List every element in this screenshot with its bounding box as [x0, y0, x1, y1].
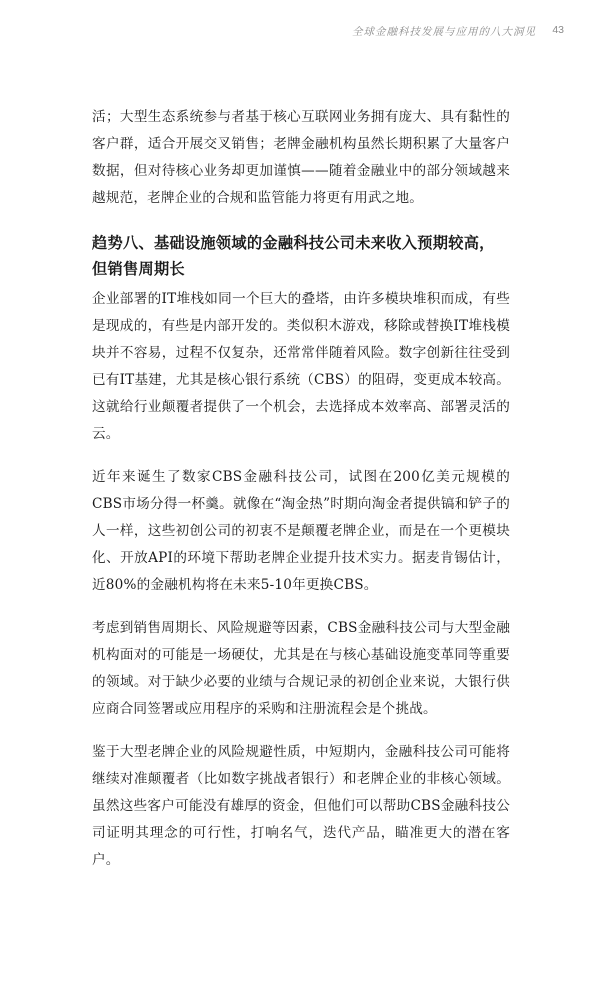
section-heading: 趋势八、基础设施领域的金融科技公司未来收入预期较高，但销售周期长: [92, 234, 495, 278]
page-number: 43: [552, 24, 564, 36]
intro-paragraph: 活；大型生态系统参与者基于核心互联网业务拥有庞大、具有黏性的客户群，适合开展交叉销售；老牌金融机构虽然长期积累了大量客户数据，但对待核心业务却更加谨慎——随着金融业中的部分领域越来越规范，老牌企业的合规和监管能力将更有用武之地。: [92, 109, 510, 206]
main-content: [92, 104, 510, 874]
body-paragraph: 考虑到销售周期长、风险规避等因素，CBS金融科技公司与大型金融机构面对的可能是一场硬仗，尤其是在与核心基础设施变革同等重要的领域。对于缺少必要的业绩与合规记录的初创企业来说，大银行供应商合同签署或应用程序的采购和注册流程会是个挑战。: [92, 620, 510, 717]
body-paragraph: 鉴于大型老牌企业的风险规避性质，中短期内，金融科技公司可能将继续对准颠覆者（比如数字挑战者银行）和老牌企业的非核心领域。虽然这些客户可能没有雄厚的资金，但他们可以帮助CBS金融科技公司证明其理念的可行性，打响名气，迭代产品，瞄准更大的潜在客户。: [92, 744, 510, 868]
body-paragraph: 近年来诞生了数家CBS金融科技公司，试图在200亿美元规模的CBS市场分得一杯羹。就像在“淘金热”时期向淘金者提供镐和铲子的人一样，这些初创公司的初衷不是颠覆老牌企业，而是在一个更模块化、开放API的环境下帮助老牌企业提升技术实力。据麦肯锡估计，近80%的金融机构将在未来5-10年更换CBS。: [92, 469, 510, 593]
running-header: 全球金融科技发展与应用的八大洞见: [352, 26, 536, 38]
body-paragraph: 企业部署的IT堆栈如同一个巨大的叠塔，由许多模块堆积而成，有些是现成的，有些是内部开发的。类似积木游戏，移除或替换IT堆栈模块并不容易，过程不仅复杂，还常常伴随着风险。数字创新往往受到已有IT基建，尤其是核心银行系统（CBS）的阻碍，变更成本较高。这就给行业颠覆者提供了一个机会，去选择成本效率高、部署灵活的云。: [92, 291, 510, 442]
